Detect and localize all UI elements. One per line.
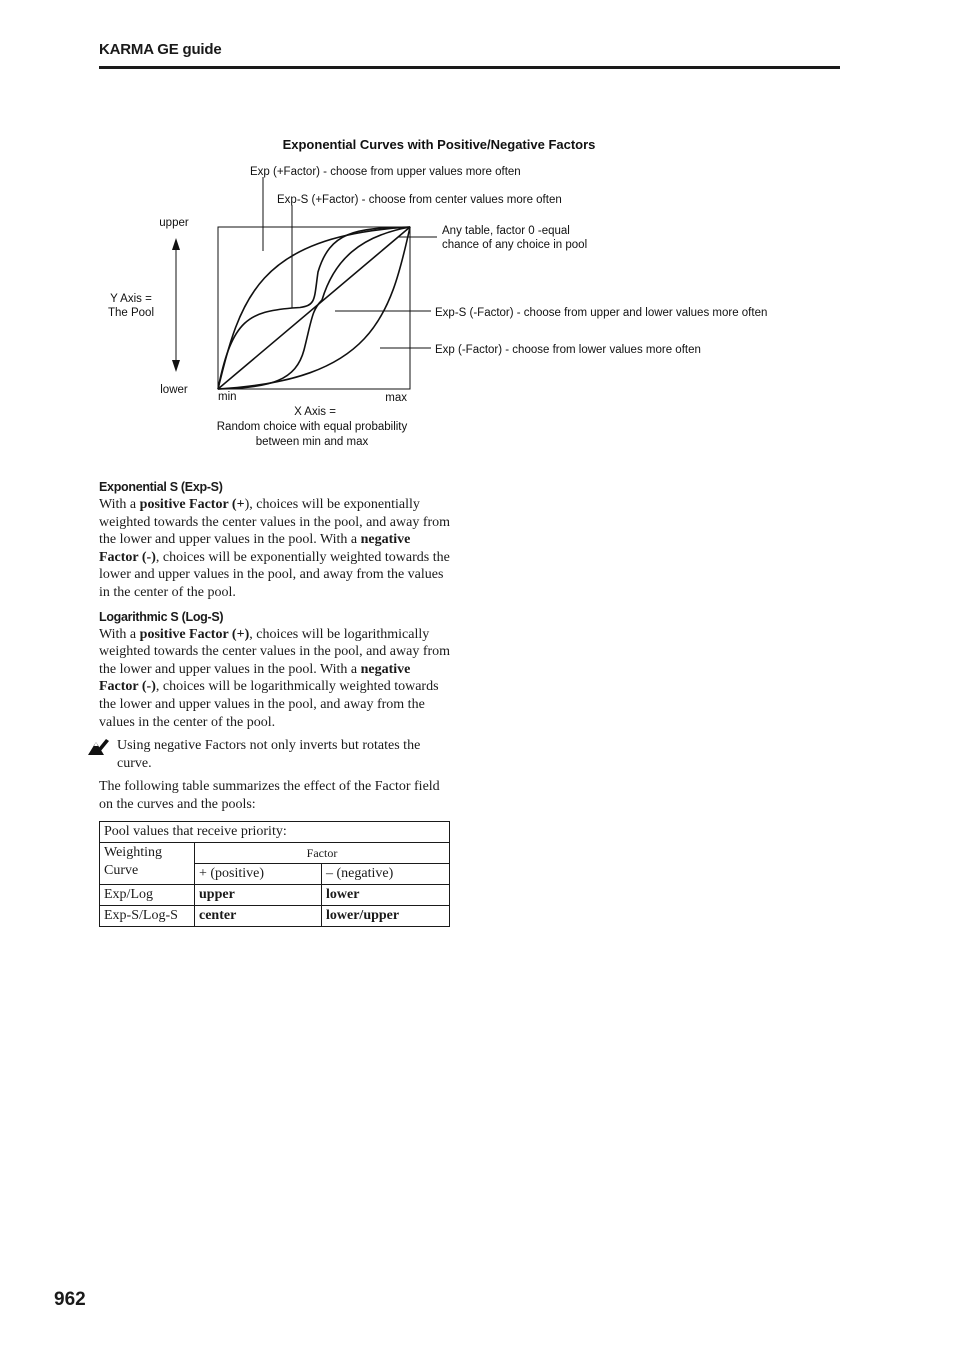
negative-cell: lower bbox=[322, 884, 450, 905]
weighting-curve-header: Weighting Curve bbox=[100, 842, 195, 884]
x-axis-label-1: X Axis = bbox=[294, 406, 336, 418]
body-column bbox=[99, 478, 451, 927]
table-caption-cell: Pool values that receive priority: bbox=[100, 821, 450, 842]
x-min-label: min bbox=[218, 391, 237, 403]
negative-header: – (negative) bbox=[322, 863, 450, 884]
y-upper-label: upper bbox=[159, 217, 189, 229]
exponential-curves-diagram bbox=[0, 0, 954, 470]
text-span: ), choices will be exponentially weighted towards the center values in the pool, and away from the lower and upper values in the pool. With a bbox=[99, 497, 451, 548]
label-zero-line-2: chance of any choice in pool bbox=[442, 239, 588, 251]
bold-span: positive Factor (+ bbox=[139, 497, 245, 512]
y-arrow-up-icon bbox=[172, 238, 180, 250]
y-lower-label: lower bbox=[160, 384, 188, 396]
table-row bbox=[100, 821, 450, 842]
caution-pencil-icon bbox=[86, 738, 110, 756]
label-exps-negative: Exp-S (-Factor) - choose from upper and lower values more often bbox=[435, 307, 768, 319]
table-intro: The following table summarizes the effect of the Factor field on the curves and the pools: bbox=[99, 779, 440, 812]
label-exp-positive: Exp (+Factor) - choose from upper values more often bbox=[250, 166, 521, 178]
text-span: , choices will be logarithmically weighted towards the center values in the pool, and away from the lower and upper values in the pool. With a bbox=[99, 626, 451, 677]
y-arrow-down-icon bbox=[172, 360, 180, 372]
paragraph-exp-s bbox=[99, 496, 451, 602]
table-row bbox=[100, 905, 450, 926]
label-exp-negative: Exp (-Factor) - choose from lower values more often bbox=[435, 344, 701, 356]
text-span: With a bbox=[99, 497, 140, 512]
x-axis-label-2: Random choice with equal probability bbox=[216, 421, 408, 433]
curve-cell: Exp/Log bbox=[100, 884, 195, 905]
label-zero-line-1: Any table, factor 0 -equal bbox=[442, 225, 570, 237]
label-exps-positive: Exp-S (+Factor) - choose from center values more often bbox=[277, 194, 562, 206]
x-axis-label-3: between min and max bbox=[255, 436, 369, 448]
negative-cell: lower/upper bbox=[322, 905, 450, 926]
diagram-title: Exponential Curves with Positive/Negative Factors bbox=[282, 137, 596, 152]
paragraph-log-s bbox=[99, 626, 451, 732]
positive-header: + (positive) bbox=[195, 863, 322, 884]
y-axis-label-2: The Pool bbox=[107, 307, 155, 319]
bold-span: negative Factor (-) bbox=[99, 661, 411, 695]
factor-summary-table bbox=[99, 821, 450, 927]
y-axis-label-1: Y Axis = bbox=[110, 293, 152, 305]
text-span: , choices will be logarithmically weighted towards the lower and upper values in the pool, and away from the values in the center of the pool. bbox=[99, 679, 439, 730]
text-span: , choices will be exponentially weighted towards the lower and upper values in the pool, and away from the values in the center of the pool. bbox=[99, 549, 450, 600]
text-span: With a bbox=[99, 626, 140, 642]
positive-cell: upper bbox=[195, 884, 322, 905]
note-text: Using negative Factors not only inverts but rotates the curve. bbox=[117, 738, 421, 771]
heading-log-s: Logarithmic S (Log-S) bbox=[99, 609, 224, 624]
bold-span: negative Factor (-) bbox=[99, 532, 411, 565]
page-header-title: KARMA GE guide bbox=[99, 41, 222, 58]
table-row bbox=[100, 842, 450, 863]
curve-linear bbox=[218, 227, 410, 389]
caution-note bbox=[99, 737, 451, 772]
x-max-label: max bbox=[385, 392, 407, 404]
bold-span: positive Factor (+) bbox=[139, 626, 250, 642]
curve-cell: Exp-S/Log-S bbox=[100, 905, 195, 926]
page-number: 962 bbox=[54, 1289, 86, 1310]
factor-header: Factor bbox=[195, 842, 450, 863]
positive-cell: center bbox=[195, 905, 322, 926]
table-row bbox=[100, 884, 450, 905]
heading-exp-s: Exponential S (Exp-S) bbox=[99, 480, 223, 494]
